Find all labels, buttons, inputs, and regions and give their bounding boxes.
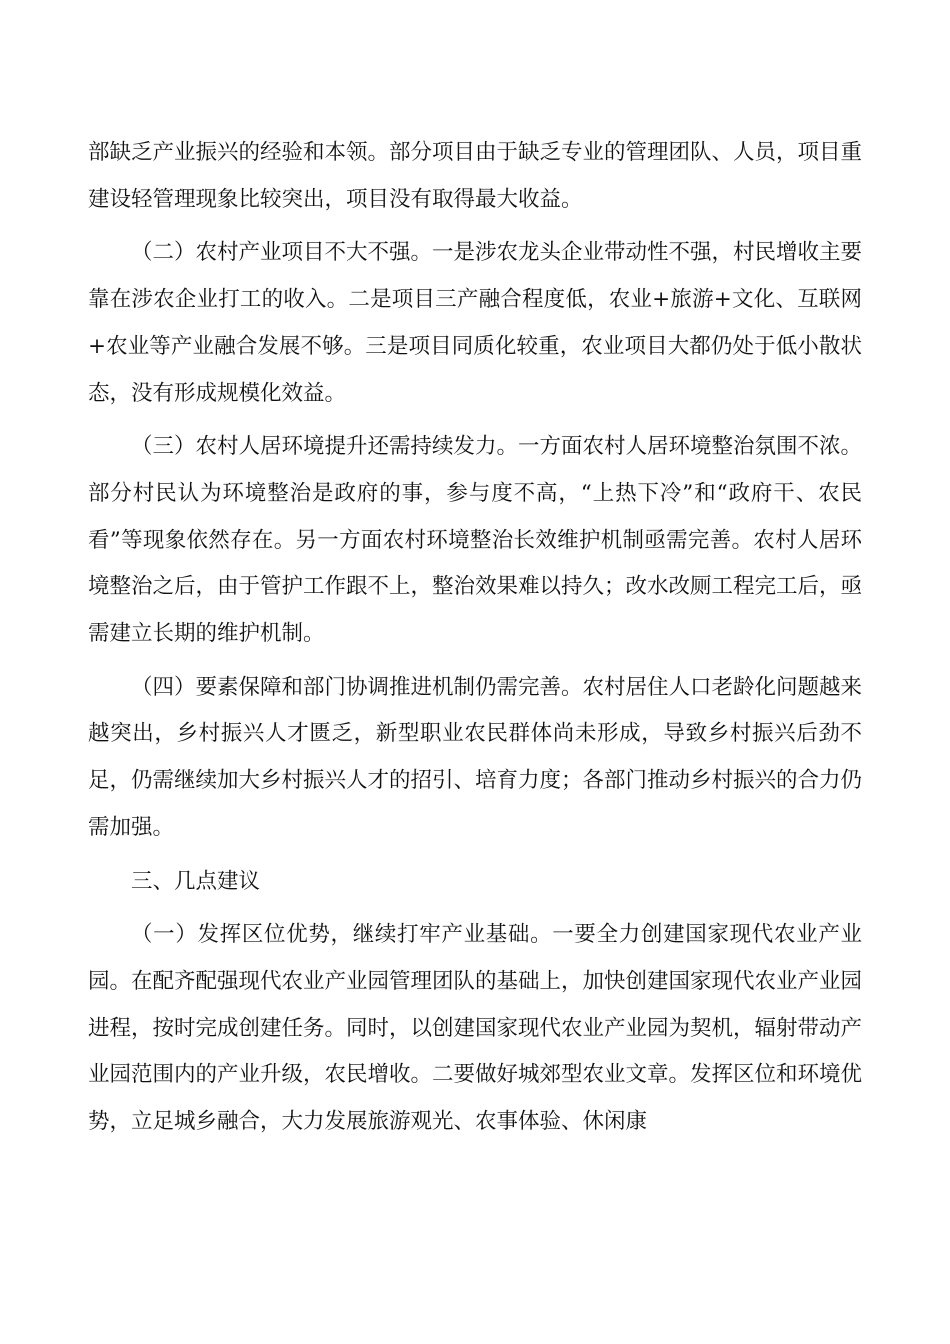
paragraph-continuation: 部缺乏产业振兴的经验和本领。部分项目由于缺乏专业的管理团队、人员，项目重建设轻管理现象比较突出，项目没有取得最大收益。 [88,140,863,212]
paragraph-location-advantage: （一）发挥区位优势，继续打牢产业基础。一要全力创建国家现代农业产业园。在配齐配强现代农业产业园管理团队的基础上，加快创建国家现代农业产业园进程，按时完成创建任务。同时，以创建国家现代农业产业园为契机，辐射带动产业园范围内的产业升级，农民增收。二要做好城郊型农业文章。发挥区位和环境优势，立足城乡融合，大力发展旅游观光、农事体验、休闲康 [88,922,863,1135]
document-body [88,130,862,1153]
section-heading-suggestions: 三、几点建议 [131,868,261,894]
paragraph-living-environment: （三）农村人居环境提升还需持续发力。一方面农村人居环境整治氛围不浓。部分村民认为环境整治是政府的事，参与度不高，“上热下冷”和“政府干、农民看”等现象依然存在。另一方面农村环境整治长效维护机制亟需完善。农村人居环境整治之后，由于管护工作跟不上，整治效果难以持久；改水改厕工程完工后，亟需建立长期的维护机制。 [88,434,863,647]
paragraph-factor-guarantee: （四）要素保障和部门协调推进机制仍需完善。农村居住人口老龄化问题越来越突出，乡村振兴人才匮乏，新型职业农民群体尚未形成，导致乡村振兴后劲不足，仍需继续加大乡村振兴人才的招引、培育力度；各部门推动乡村振兴的合力仍需加强。 [88,674,863,840]
paragraph-industry-projects: （二）农村产业项目不大不强。一是涉农龙头企业带动性不强，村民增收主要靠在涉农企业打工的收入。二是项目三产融合程度低，农业+旅游+文化、互联网+农业等产业融合发展不够。三是项目同质化较重，农业项目大都仍处于低小散状态，没有形成规模化效益。 [88,240,863,406]
